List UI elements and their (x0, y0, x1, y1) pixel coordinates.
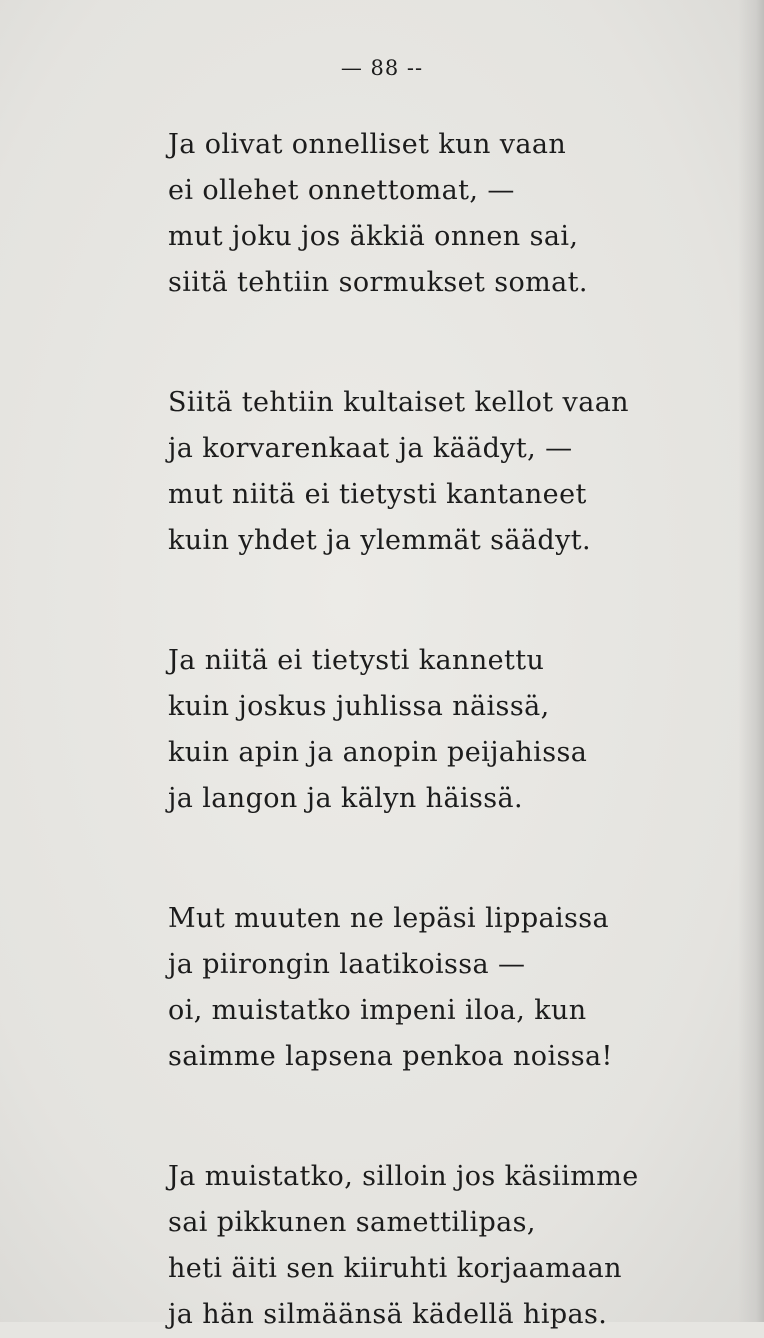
poem-line: saimme lapsena penkoa noissa! (168, 1041, 613, 1072)
stanza-1 (168, 122, 628, 306)
stanza-2 (168, 380, 628, 564)
poem-line: ja piirongin laatikoissa — (168, 949, 526, 980)
poem-line: sai pikkunen samettilipas, (168, 1207, 536, 1238)
page-number: — 88 -- (340, 56, 424, 80)
poem-line: ei ollehet onnettomat, — (168, 175, 515, 206)
poem-line: Ja niitä ei tietysti kannettu (168, 645, 545, 676)
poem-line: ja langon ja kälyn häissä. (168, 783, 523, 814)
stanza-3 (168, 638, 628, 822)
poem (168, 122, 639, 1338)
poem-line: kuin apin ja anopin peijahissa (168, 737, 588, 768)
poem-line: Siitä tehtiin kultaiset kellot vaan (168, 387, 629, 418)
poem-line: oi, muistatko impeni iloa, kun (168, 995, 587, 1026)
poem-line: Ja olivat onnelliset kun vaan (168, 129, 567, 160)
poem-line: kuin yhdet ja ylemmät säädyt. (168, 525, 591, 556)
poem-line: kuin joskus juhlissa näissä, (168, 691, 550, 722)
poem-line: siitä tehtiin sormukset somat. (168, 267, 588, 298)
poem-line: ja hän silmäänsä kädellä hipas. (168, 1299, 608, 1330)
poem-line: mut joku jos äkkiä onnen sai, (168, 221, 579, 252)
stanza-5 (168, 1154, 639, 1338)
page-edge-shadow (738, 0, 764, 1322)
poem-line: Ja muistatko, silloin jos käsiimme (168, 1161, 639, 1192)
poem-line: heti äiti sen kiiruhti korjaamaan (168, 1253, 622, 1284)
poem-line: ja korvarenkaat ja käädyt, — (168, 433, 573, 464)
poem-line: Mut muuten ne lepäsi lippaissa (168, 903, 610, 934)
stanza-4 (168, 896, 628, 1080)
poem-line: mut niitä ei tietysti kantaneet (168, 479, 587, 510)
